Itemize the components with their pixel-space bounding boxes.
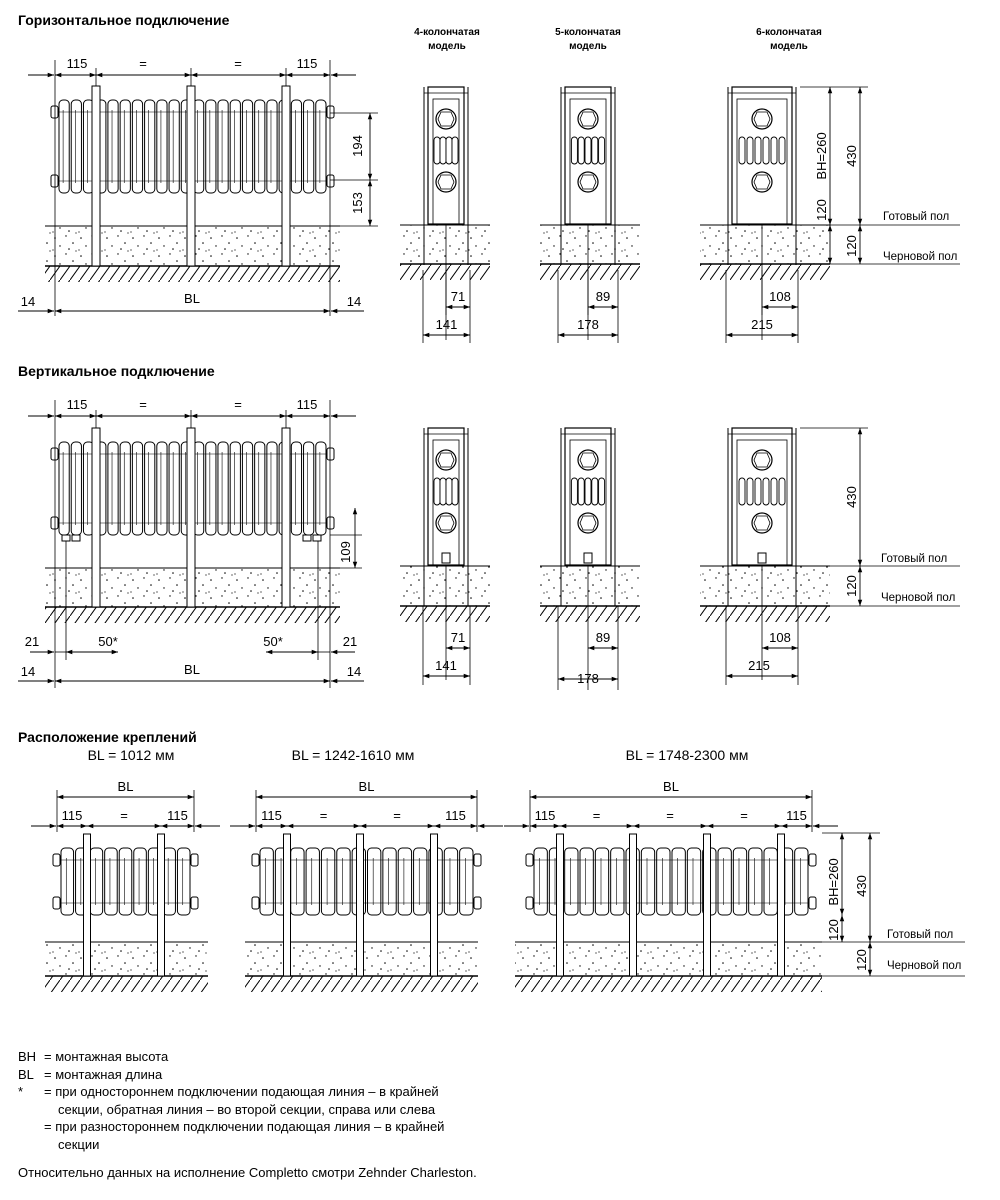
- dim-108: 108: [769, 289, 791, 304]
- dim-14-right-v: 14: [346, 664, 362, 679]
- label-rough-floor-mount: Черновой пол: [887, 960, 962, 972]
- model-6-label: 6-колончатая: [756, 27, 822, 38]
- dim-215: 215: [751, 317, 773, 332]
- dim-194: 194: [350, 135, 365, 157]
- footnote: Относительно данных на исполнение Completto смотри Zehnder Charleston.: [18, 1165, 477, 1180]
- variant-1242-1610: BL = 1242-1610 мм: [291, 747, 415, 763]
- legend-star-key: *: [18, 1084, 24, 1099]
- dim-equal-mount: =: [393, 808, 401, 823]
- dim-120-inner: 120: [814, 199, 829, 221]
- legend-star-line3: = при разностороннем подключении подающая линия – в крайней: [44, 1119, 445, 1134]
- dim-bl-v: BL: [184, 662, 200, 677]
- mounting-bracket: [282, 428, 290, 607]
- mounting-bracket: [630, 834, 637, 976]
- mounting-bracket: [557, 834, 564, 976]
- legend-bh-text: = монтажная высота: [44, 1049, 169, 1064]
- label-rough-floor: Черновой пол: [883, 251, 958, 263]
- mounting-bracket: [158, 834, 165, 976]
- mounting-bracket: [284, 834, 291, 976]
- dim-115-left-v: 115: [66, 397, 88, 412]
- dim-50-right: 50*: [263, 634, 283, 649]
- variant-1748-2300: BL = 1748-2300 мм: [625, 747, 749, 763]
- radiator-front-view: [53, 848, 198, 915]
- dim-430-mount: 430: [854, 875, 869, 897]
- dim-115-mount: 115: [167, 808, 188, 823]
- dim-equal-1: =: [139, 56, 147, 71]
- dim-bl-mount: BL: [663, 779, 679, 794]
- dim-equal-mount: =: [120, 808, 128, 823]
- dim-115-mount: 115: [445, 808, 466, 823]
- dim-equal-2-v: =: [234, 397, 242, 412]
- dim-bh260-mount: BH=260: [826, 858, 841, 906]
- dim-120-floor: 120: [844, 235, 859, 257]
- dim-115-mount: 115: [61, 808, 83, 823]
- label-rough-floor-v: Черновой пол: [881, 592, 956, 604]
- dim-141: 141: [435, 317, 458, 332]
- mounting-bracket: [187, 86, 195, 266]
- mounting-bracket: [431, 834, 438, 976]
- legend-star-line4: секции: [58, 1136, 100, 1152]
- dim-equal-mount: =: [666, 808, 674, 823]
- dim-71: 71: [450, 289, 466, 304]
- mounting-bracket: [92, 428, 100, 607]
- dim-215-v: 215: [748, 658, 770, 673]
- dim-14-right: 14: [346, 294, 362, 309]
- dim-115-mount: 115: [261, 808, 282, 823]
- dim-50-left: 50*: [98, 634, 118, 649]
- label-finished-floor-mount: Готовый пол: [887, 929, 954, 941]
- dim-equal-1-v: =: [139, 397, 147, 412]
- dim-153: 153: [350, 192, 365, 214]
- dim-115-mount: 115: [534, 808, 556, 823]
- dim-71-v: 71: [450, 630, 466, 645]
- mounting-bracket: [357, 834, 364, 976]
- dim-bl: BL: [184, 291, 200, 306]
- dim-108-v: 108: [769, 630, 791, 645]
- dim-14-left-v: 14: [20, 664, 36, 679]
- label-finished-floor-v: Готовый пол: [881, 553, 948, 565]
- mounting-bracket: [187, 428, 195, 607]
- section-title-mounting: Расположение креплений: [18, 729, 197, 745]
- dim-equal-mount: =: [592, 808, 601, 823]
- model-4-label: 4-колончатая: [414, 27, 480, 38]
- dim-115-mount: 115: [786, 808, 807, 823]
- mounting-bracket: [778, 834, 785, 976]
- mounting-bracket: [282, 86, 290, 266]
- dim-bl-mount: BL: [117, 779, 134, 794]
- mounting-bracket: [84, 834, 91, 976]
- dim-21-left: 21: [24, 634, 40, 649]
- dim-115-right: 115: [296, 56, 318, 71]
- section-title-vertical: Вертикальное подключение: [18, 363, 215, 379]
- model-5-sub: модель: [569, 41, 607, 52]
- dim-430-v: 430: [844, 486, 859, 508]
- dim-14-left: 14: [20, 294, 36, 309]
- legend-star-line1: = при одностороннем подключении подающая линия – в крайней: [44, 1084, 439, 1099]
- dim-115-left: 115: [66, 56, 88, 71]
- legend-bl-text: = монтажная длина: [44, 1066, 163, 1082]
- model-5-label: 5-колончатая: [555, 27, 621, 38]
- dim-430: 430: [844, 145, 859, 167]
- dim-bh260: BH=260: [814, 132, 829, 180]
- legend: [18, 1048, 444, 1153]
- dim-120-floor-v: 120: [844, 575, 859, 597]
- dim-178-v: 178: [577, 671, 599, 686]
- legend-star-line2: секции, обратная линия – во второй секции, справа или слева: [58, 1101, 436, 1117]
- dim-equal-mount: =: [319, 808, 328, 823]
- mounting-bracket: [92, 86, 100, 266]
- variant-1012: BL = 1012 мм: [87, 747, 175, 763]
- section-title-horizontal: Горизонтальное подключение: [18, 12, 230, 28]
- legend-bl-key: BL: [18, 1066, 34, 1082]
- dim-141-v: 141: [435, 658, 457, 673]
- dim-120-floor-mount: 120: [854, 949, 869, 971]
- dim-89: 89: [595, 289, 611, 304]
- mounting-bracket: [704, 834, 711, 976]
- dim-bl-mount: BL: [358, 779, 375, 794]
- legend-bh-key: BH: [18, 1049, 37, 1064]
- dim-equal-mount: =: [740, 808, 748, 823]
- model-6-sub: модель: [770, 41, 808, 52]
- dim-21-right: 21: [342, 634, 358, 649]
- dim-115-right-v: 115: [296, 397, 318, 412]
- dim-120-inner-mount: 120: [826, 919, 841, 941]
- radiator-front-view: [526, 848, 816, 915]
- label-finished-floor: Готовый пол: [883, 211, 950, 223]
- model-4-sub: модель: [428, 41, 466, 52]
- dim-89-v: 89: [595, 630, 611, 645]
- dim-109: 109: [338, 541, 353, 563]
- dim-equal-2: =: [234, 56, 242, 71]
- dim-178: 178: [577, 317, 599, 332]
